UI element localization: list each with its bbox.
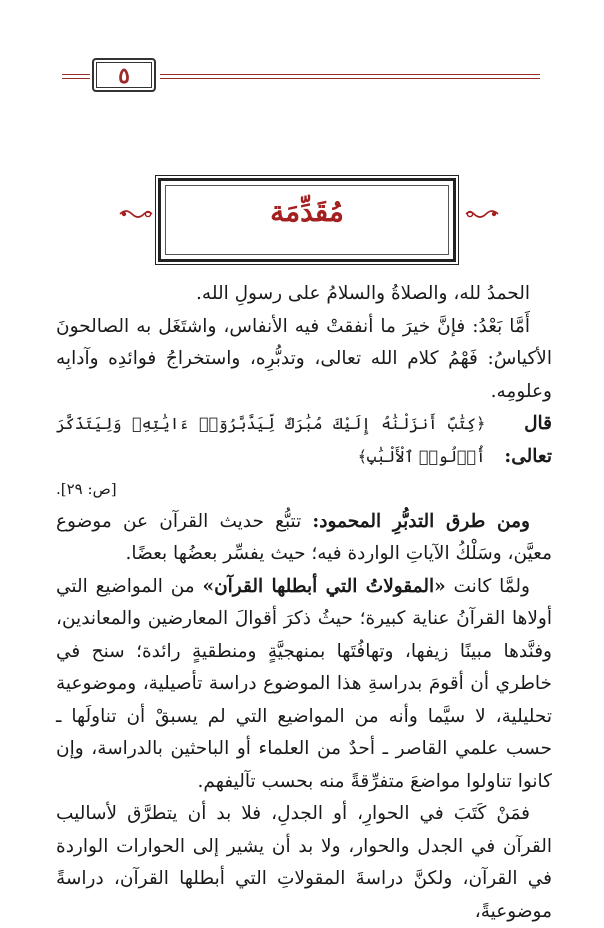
page-number: ٥: [118, 63, 130, 89]
header-rule: [160, 74, 540, 75]
verse-reference: [ص: ٢٩].: [56, 480, 117, 498]
quran-verse: ﴿كِتَٰبٌ أَنزَلْنَٰهُ إِلَيْكَ مُبَٰرَكٌ لِّيَدَّبَّرُوٓا۟ ءَايَٰتِهِۦ وَلِيَتَذَكَّرَ أُو۟لُوا۟ ٱلْأَلْبَٰبِ﴾: [56, 414, 486, 466]
paragraph-opening: الحمدُ لله، والصلاةُ والسلامُ على رسولِ الله.: [196, 283, 530, 304]
paragraph-methods: [56, 506, 552, 571]
paragraph-methods-lead: ومن طرق التدبُّرِ المحمود:: [312, 510, 530, 532]
paragraph-topic: [56, 571, 552, 799]
paragraph-amma-bad: أَمَّا بَعْدُ: فإنَّ خيرَ ما أنفقتْ فيه الأنفاس، واشتَغَل به الصالحونَ الأكياسُ: فَهْمُ كلام الله تعالى، وتدبُّرِه، واستخراجُ فوائدِه وآدابِه وعلومِه.: [56, 315, 552, 402]
title-frame: [158, 178, 456, 262]
paragraph-topic-start: ولمَّا كانت: [445, 575, 530, 597]
paragraph-topic-text: من المواضيع التي أولاها القرآنُ عناية كبيرة؛ حيثُ ذكرَ أقوالَ المعارضين والمعاندين، وفنَّدها مبينًا زيفها، وتهافُتَها بمنهجيَّةٍ ومنطقيةٍ رائدة؛ سنح في خاطري أن أقومَ بدراسةِ هذا الموضوع دراسة تأصيلية، وموضوعية تحليلية، لا سيَّما وأنه من المواضيع التي لم يسبقْ أن تناولَها ـ حسب علمي القاصر ـ أحدٌ من العلماء أو الباحثين بالدراسة، وإن كانوا تناولوا مواضعَ متفرِّقةً منه بحسب تآليفهم.: [56, 575, 552, 792]
paragraph-dialogue: فمَنْ كَتَبَ في الحوارِ، أو الجدلِ، فلا بد أن يتطرَّق لأساليب القرآن في الجدل والحوار، ولا بد أن يشير إلى الحوارات الواردة في القرآن، ولكنَّ دراسةَ المقولاتِ التي أبطلها القرآن، دراسةً موضوعيةً،: [56, 803, 552, 922]
header-rule: [62, 74, 90, 75]
quote-lead: قال تعالى:: [504, 413, 552, 467]
book-title-quote: «المقولاتُ التي أبطلها القرآن»: [202, 575, 446, 597]
paragraph-methods-text: تتبُّع حديث القرآن عن موضوع معيَّن، وسَلْكُ الآياتِ الواردة فيه؛ حيث يفسِّر بعضُها بعضًا.: [56, 510, 552, 564]
page-header: [62, 56, 540, 94]
header-rule: [62, 78, 90, 79]
header-rule: [160, 78, 540, 79]
page-number-box: [92, 58, 156, 92]
main-text: [56, 278, 552, 928]
quran-quote: [56, 408, 552, 473]
floral-ornament-icon: [462, 206, 500, 222]
floral-ornament-icon: [118, 206, 156, 222]
section-title: مُقَدِّمَة: [270, 195, 344, 228]
